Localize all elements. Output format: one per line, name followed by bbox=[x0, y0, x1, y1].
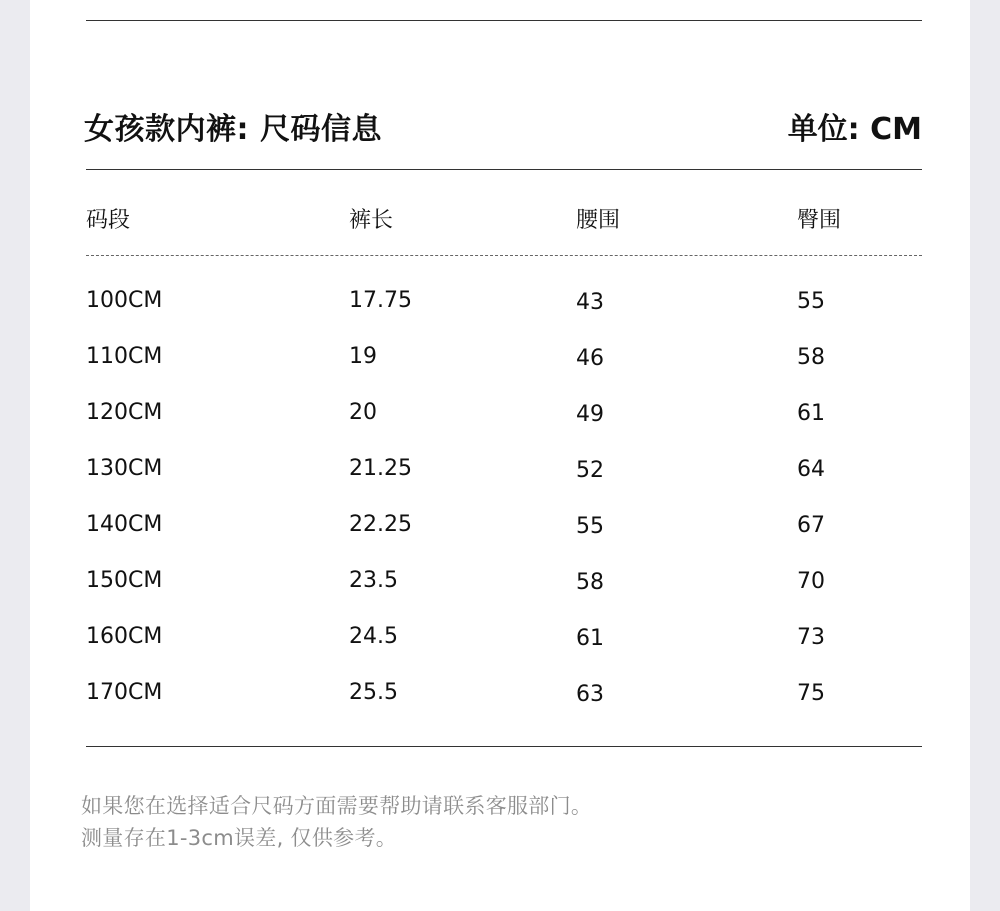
table-cell-size: 100CM bbox=[86, 288, 163, 313]
table-cell-hip: 55 bbox=[797, 289, 825, 314]
table-cell-size: 120CM bbox=[86, 400, 163, 425]
table-cell-hip: 73 bbox=[797, 625, 825, 650]
dashed-divider bbox=[86, 255, 922, 256]
table-cell-hip: 70 bbox=[797, 569, 825, 594]
table-cell-size: 170CM bbox=[86, 680, 163, 705]
unit-label: 单位: CM bbox=[787, 112, 922, 147]
page-title: 女孩款内裤: 尺码信息 bbox=[84, 112, 382, 147]
top-divider bbox=[86, 20, 922, 21]
measurement-note: 测量存在1-3cm误差, 仅供参考。 bbox=[81, 826, 398, 850]
table-cell-hip: 64 bbox=[797, 457, 825, 482]
bottom-divider bbox=[86, 746, 922, 747]
column-header-length: 裤长 bbox=[349, 208, 394, 233]
table-cell-waist: 49 bbox=[576, 402, 604, 427]
table-cell-length: 24.5 bbox=[349, 624, 398, 649]
table-cell-hip: 75 bbox=[797, 681, 825, 706]
table-cell-size: 140CM bbox=[86, 512, 163, 537]
table-cell-length: 25.5 bbox=[349, 680, 398, 705]
help-note: 如果您在选择适合尺码方面需要帮助请联系客服部门。 bbox=[81, 794, 593, 818]
table-cell-hip: 61 bbox=[797, 401, 825, 426]
table-cell-waist: 43 bbox=[576, 290, 604, 315]
table-cell-length: 19 bbox=[349, 344, 377, 369]
table-cell-waist: 61 bbox=[576, 626, 604, 651]
table-cell-waist: 63 bbox=[576, 682, 604, 707]
column-header-size: 码段 bbox=[86, 208, 131, 233]
header-divider bbox=[86, 169, 922, 170]
table-cell-length: 23.5 bbox=[349, 568, 398, 593]
table-cell-size: 110CM bbox=[86, 344, 163, 369]
table-cell-waist: 55 bbox=[576, 514, 604, 539]
table-cell-hip: 58 bbox=[797, 345, 825, 370]
table-cell-length: 21.25 bbox=[349, 456, 412, 481]
column-header-waist: 腰围 bbox=[576, 208, 621, 233]
table-cell-length: 22.25 bbox=[349, 512, 412, 537]
table-cell-size: 160CM bbox=[86, 624, 163, 649]
table-cell-waist: 58 bbox=[576, 570, 604, 595]
table-cell-length: 17.75 bbox=[349, 288, 412, 313]
table-cell-waist: 46 bbox=[576, 346, 604, 371]
table-cell-hip: 67 bbox=[797, 513, 825, 538]
table-cell-length: 20 bbox=[349, 400, 377, 425]
table-cell-waist: 52 bbox=[576, 458, 604, 483]
table-cell-size: 130CM bbox=[86, 456, 163, 481]
table-cell-size: 150CM bbox=[86, 568, 163, 593]
column-header-hip: 臀围 bbox=[797, 208, 842, 233]
